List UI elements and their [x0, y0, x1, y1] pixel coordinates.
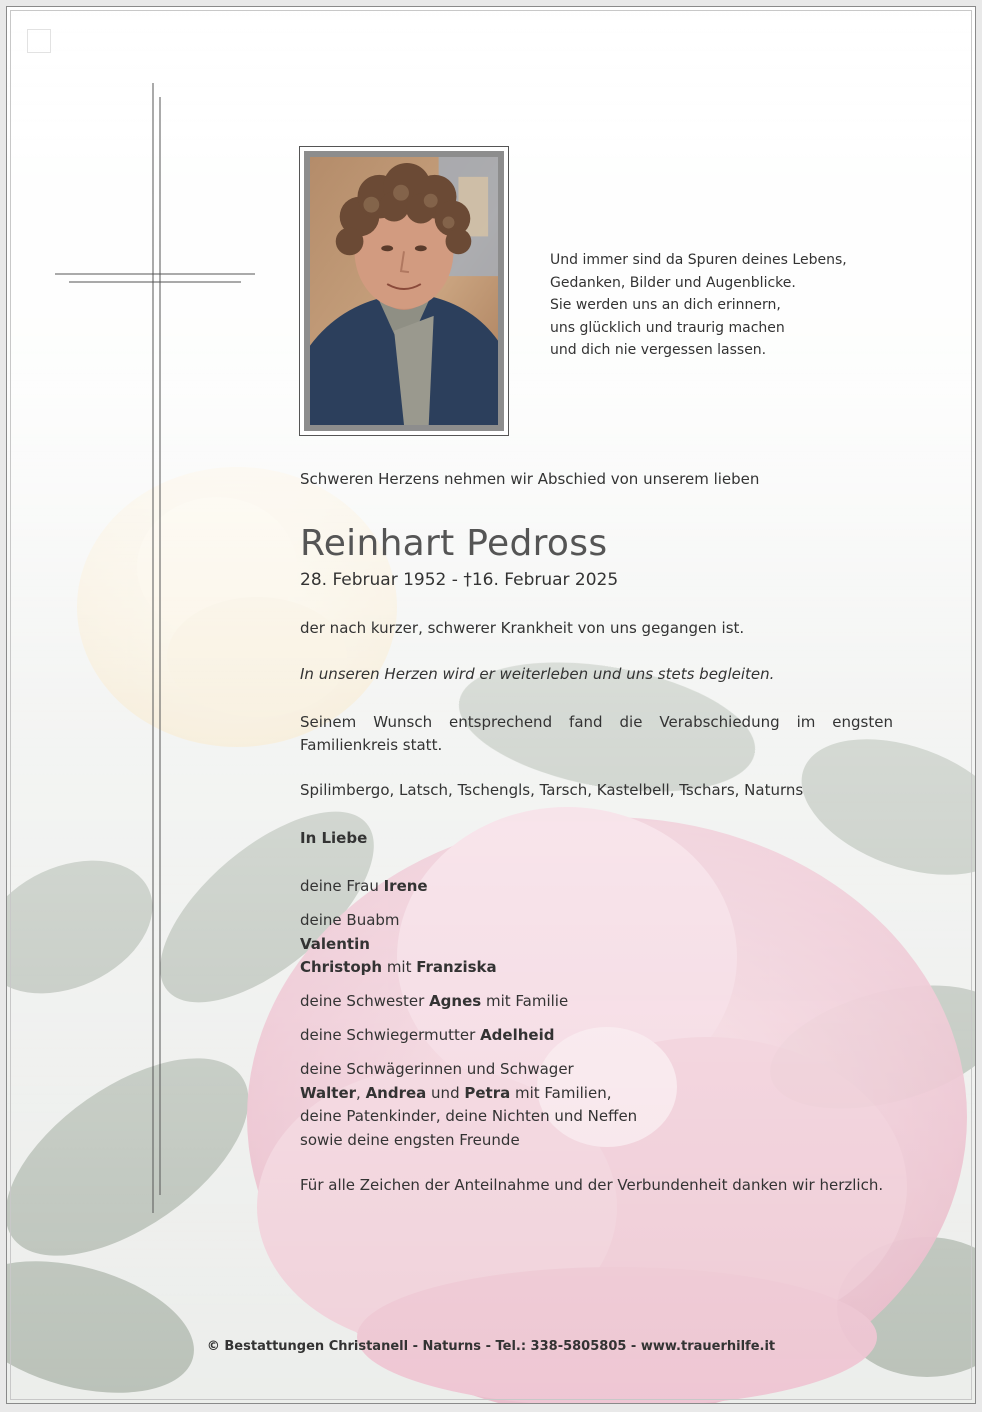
obituary-card [6, 6, 976, 1404]
label: deine Schwester [300, 992, 430, 1010]
son-name: Christoph [300, 958, 383, 976]
poem [550, 249, 847, 362]
family-in-laws [300, 1058, 893, 1152]
poem-line: Sie werden uns an dich erinnern, [550, 297, 781, 313]
thanks-text: Für alle Zeichen der Anteilnahme und der Verbundenheit danken wir herzlich. [300, 1176, 884, 1194]
portrait-frame [299, 146, 509, 436]
label: deine Schwiegermutter [300, 1026, 481, 1044]
label: deine Frau [300, 877, 384, 895]
family-sons [300, 909, 893, 980]
label: mit Familie [481, 992, 569, 1010]
in-law-name: Petra [464, 1083, 511, 1102]
label: mit Familien, [510, 1083, 612, 1102]
family-mother-in-law [300, 1024, 893, 1048]
mother-in-law-name: Adelheid [480, 1026, 555, 1044]
portrait-photo [310, 157, 498, 425]
in-love-heading: In Liebe [300, 829, 368, 847]
friends-line: sowie deine engsten Freunde [300, 1130, 520, 1149]
footer-credit: © Bestattungen Christanell - Naturns - Tel.: 338-5805805 - www.trauerhilfe.it [206, 1339, 776, 1354]
godchildren-line: deine Patenkinder, deine Nichten und Neffen [300, 1107, 638, 1125]
in-law-name: Andrea [365, 1083, 427, 1102]
wife-name: Irene [383, 877, 428, 895]
in-law-name: Walter [300, 1083, 357, 1102]
son-name: Valentin [300, 934, 370, 953]
deceased-name: Reinhart Pedross [300, 523, 608, 564]
intro-text: Schweren Herzens nehmen wir Abschied von unserem lieben [300, 470, 760, 488]
label: deine Schwägerinnen und Schwager [300, 1060, 574, 1078]
farewell-text: Seinem Wunsch entsprechend fand die Verabschiedung im engsten Familienkreis statt. [300, 713, 893, 754]
family-sister [300, 990, 893, 1014]
separator: und [426, 1083, 465, 1102]
life-dates: 28. Februar 1952 - †16. Februar 2025 [300, 570, 619, 590]
corner-mark [27, 29, 51, 53]
label: mit [382, 958, 417, 976]
partner-name: Franziska [416, 958, 497, 976]
sister-name: Agnes [429, 992, 482, 1010]
label: deine Buabm [300, 911, 400, 929]
separator: , [356, 1083, 366, 1102]
places-text: Spilimbergo, Latsch, Tschengls, Tarsch, Kastelbell, Tschars, Naturns [300, 781, 804, 799]
passing-text: der nach kurzer, schwerer Krankheit von uns gegangen ist. [300, 619, 745, 637]
poem-line: uns glücklich und traurig machen [550, 319, 785, 336]
family-wife [300, 875, 893, 899]
poem-line: Und immer sind da Spuren deines Lebens, [550, 252, 847, 268]
poem-line: Gedanken, Bilder und Augenblicke. [550, 274, 796, 291]
cross-icon [55, 83, 255, 1213]
memorial-quote: In unseren Herzen wird er weiterleben und uns stets begleiten. [300, 665, 775, 683]
poem-line: und dich nie vergessen lassen. [550, 342, 767, 358]
